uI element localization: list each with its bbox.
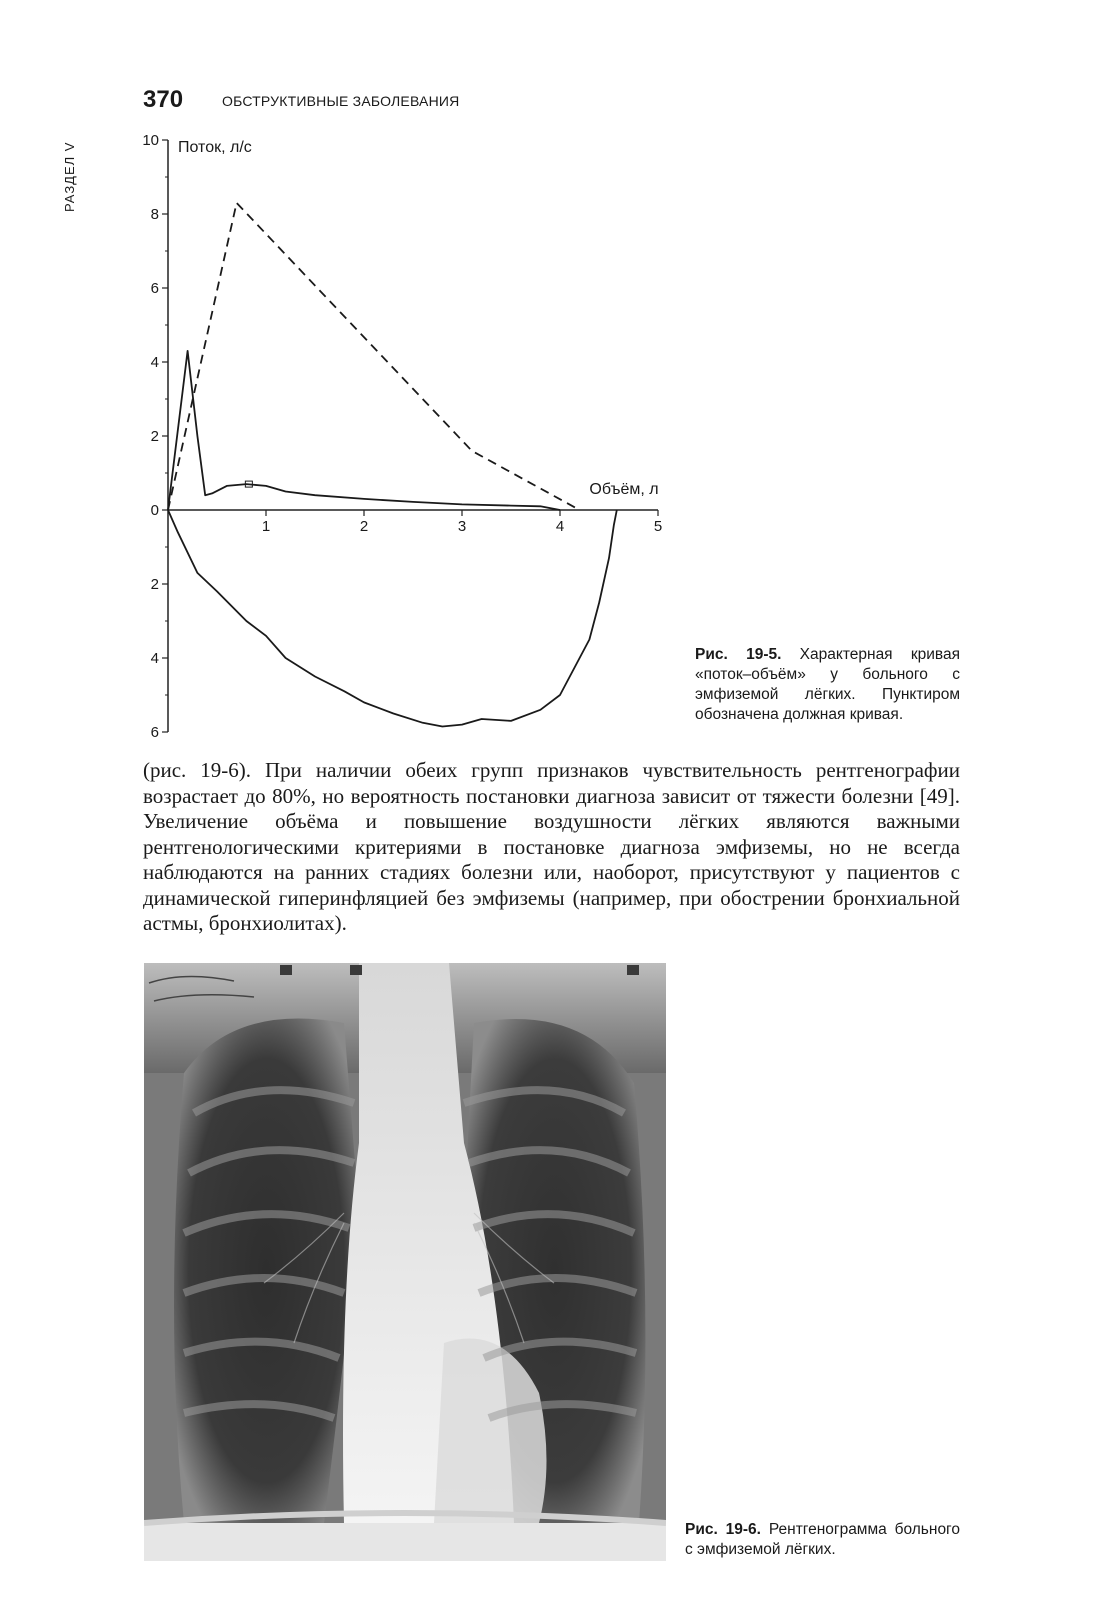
x-tick-label: 4 [555, 518, 565, 535]
y-tick-label: 4 [150, 354, 159, 371]
caption-text: Рентгенограмма больного с эмфиземой лёгких. [685, 1521, 960, 1558]
x-axis-label: Объём, л [589, 481, 659, 498]
y-tick-label: 10 [142, 132, 159, 149]
y-axis-label: Поток, л/с [178, 139, 252, 156]
x-tick-label: 2 [359, 518, 369, 535]
figure-19-6-caption [685, 1520, 960, 1560]
predicted-curve [168, 203, 580, 510]
y-tick-label: 6 [150, 724, 159, 741]
caption-label: Рис. 19-5. [695, 646, 782, 663]
y-tick-label: 6 [150, 280, 159, 297]
x-tick-label: 1 [261, 518, 271, 535]
y-tick-label: 2 [150, 428, 159, 445]
y-tick-label: 8 [150, 206, 159, 223]
y-tick-label: 0 [150, 502, 159, 519]
body-paragraph: (рис. 19-6). При наличии обеих групп признаков чувствительность рентгенографии возрастает до 80%, но вероятность постановки диагноза зависит от тяжести болезни [49]. Увеличение объёма и повышение воздушности лёгких являются важными рентгенологическими критериями в постановке диагноза эмфиземы, но не всегда наблюдаются на ранних стадиях болезни или, наоборот, присутствуют у пациентов с динамической гиперинфляцией без эмфиземы (например, при обострении бронхиальной астмы, бронхиолитах). [143, 758, 960, 935]
figure-19-5-caption [695, 645, 960, 725]
x-tick-label: 3 [457, 518, 467, 535]
flow-volume-chart [140, 125, 700, 745]
measured-curve-2 [168, 510, 617, 727]
page-number: 370 [143, 86, 184, 113]
running-title: ОБСТРУКТИВНЫЕ ЗАБОЛЕВАНИЯ [222, 93, 460, 109]
x-tick-label: 5 [653, 518, 663, 535]
y-tick-label: 2 [150, 576, 159, 593]
caption-label: Рис. 19-6. [685, 1521, 761, 1538]
caption-text: Характерная кривая «поток–объём» у больного с эмфиземой лёгких. Пунктиром обозначена должная кривая. [695, 646, 960, 723]
section-label: РАЗДЕЛ V [62, 141, 77, 213]
y-tick-label: 4 [150, 650, 159, 667]
chest-xray-image [144, 963, 666, 1561]
measured-curve-1 [168, 351, 560, 510]
